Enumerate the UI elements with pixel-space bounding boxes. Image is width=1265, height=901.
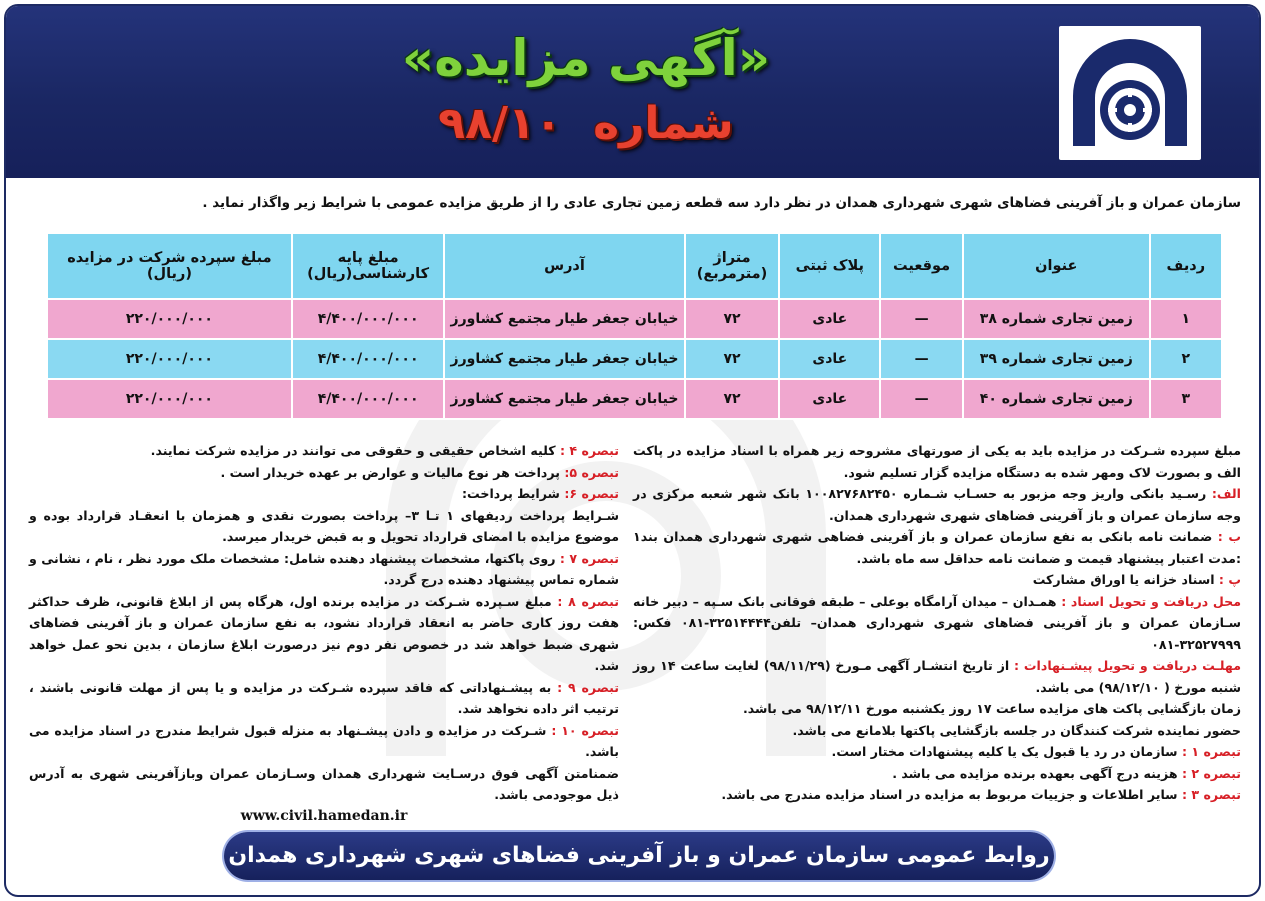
cell-location: — [880, 339, 963, 379]
note-2-label: تبصره ۲ : [1181, 765, 1241, 781]
note-3 [633, 784, 1241, 806]
cell-base-price: ۴/۴۰۰/۰۰۰/۰۰۰ [292, 379, 445, 419]
option-alef [633, 483, 1241, 526]
cell-deposit: ۲۲۰/۰۰۰/۰۰۰ [47, 299, 292, 339]
cell-address: خیابان جعفر طیار مجتمع کشاورز [444, 379, 684, 419]
deadline [633, 655, 1241, 698]
option-be-label: ب : [1217, 529, 1242, 544]
note-1-text: سازمان در رد یا قبول یک یا کلیه پیشنهادات مختار است. [831, 744, 1182, 759]
note-3-text: سایر اطلاعات و جزییات مربوط به مزایده در اسناد مزایده مندرج می باشد. [721, 787, 1182, 802]
opening-time: زمان بازگشایی پاکت های مزایده ساعت ۱۷ روز یکشنبه مورخ ۹۸/۱۲/۱۱ می باشد. [742, 701, 1241, 716]
note-2-text: هزینه درج آگهی بعهده برنده مزایده می باشد . [892, 765, 1182, 781]
header-base-price: مبلغ پایه کارشناسی(ریال) [292, 233, 445, 299]
auction-table [46, 232, 1223, 420]
attendance-note: حضور نماینده شرکت کنندگان در جلسه بازگشایی پاکتها بلامانع می باشد. [792, 722, 1241, 738]
conditions-right-column [633, 440, 1241, 806]
title-block [306, 28, 866, 150]
documents-location [633, 591, 1241, 656]
cell-base-price: ۴/۴۰۰/۰۰۰/۰۰۰ [292, 339, 445, 379]
note-5 [29, 462, 619, 484]
website-url: www.civil.hamedan.ir [240, 807, 408, 824]
note-10-label: تبصره ۱۰ : [551, 722, 620, 738]
deadline-text: از تاریخ انتشـار آگهی مـورخ (۹۸/۱۱/۲۹) لغایت ساعت ۱۴ روز شنبه مورخ ( ۹۸/۱۲/۱۰) می باشد. [633, 658, 1241, 695]
note-3-label: تبصره ۳ : [1181, 787, 1241, 802]
header-area: متراژ (مترمربع) [685, 233, 780, 299]
note-6-text: شرایط پرداخت: [462, 486, 565, 501]
footer-banner: روابط عمومی سازمان عمران و باز آفرینی فضاهای شهری شهرداری همدان [224, 832, 1054, 880]
cell-base-price: ۴/۴۰۰/۰۰۰/۰۰۰ [292, 299, 445, 339]
note-8 [29, 591, 619, 677]
table-row [47, 379, 1222, 419]
note-8-text: مبلغ سـپرده شـرکت در مزایده برنده اول، هرگاه پس از ابلاغ قانونی، ظرف حداکثر هفت روز کاری حاضر به انعقاد قرارداد نشود، به نفع سازمان عمران و باز آفرینی فضاهای شهری ضبط خواهد شد در خصوص نفر دوم نیز درصورت ابلاغ سازمان ، بدین نحو عمل خواهد شد. [29, 593, 619, 673]
option-alef-label: الف: [1211, 486, 1241, 501]
option-alef-text: رسـید بانکی واریز وجه مزبور به حسـاب شـماره ۱۰۰۸۲۷۶۸۲۴۵۰ بانک شهر شعبه مرکزی در وجه سازمان عمران و باز آفرینی فضاهای شهری شهرداری همدان. [633, 486, 1241, 523]
cell-address: خیابان جعفر طیار مجتمع کشاورز [444, 339, 684, 379]
note-5-text: پرداخت هر نوع مالیات و عوارض بر عهده خریدار است . [220, 464, 565, 480]
table-row [47, 339, 1222, 379]
documents-label: محل دریافت و تحویل اسناد : [1061, 593, 1241, 609]
note-4-label: تبصره ۴ : [559, 443, 619, 458]
table-header-row [47, 233, 1222, 299]
cell-row: ۲ [1150, 339, 1222, 379]
cell-plaque: عادی [779, 339, 880, 379]
option-pe-label: پ : [1218, 572, 1241, 587]
documents-text: همـدان – میدان آرامگاه بوعلی – طبقه فوقانی بانک سـپه – دبیر خانه سـازمان عمران و باز آفرینی فضاهای شهری شهرداری همدان– تلفن۳۲۵۱۴۴۴۴-۰۸۱ فکس: ۳۲۵۲۷۹۹۹-۰۸۱ [633, 593, 1241, 652]
note-9-label: تبصره ۹ : [557, 679, 620, 695]
deadline-label: مهلـت دریافت و تحویل پیشـنهادات : [1014, 658, 1241, 673]
cell-location: — [880, 379, 963, 419]
option-pe [633, 569, 1241, 591]
cell-plaque: عادی [779, 379, 880, 419]
number-value: ۹۸/۱۰ [438, 98, 562, 149]
note-8-label: تبصره ۸ : [557, 593, 619, 609]
note-2 [633, 763, 1241, 785]
note-7-text: روی پاکتها، مشخصات پیشنهاد دهنده شامل: مشخصات ملک مورد نظر ، نام ، نشانی و شماره تماس پیشنهاد دهنده درج گردد. [29, 550, 619, 587]
notice-number [306, 98, 866, 150]
cell-title: زمین تجاری شماره ۳۹ [963, 339, 1150, 379]
header-address: آدرس [444, 233, 684, 299]
header-location: موقعیت [880, 233, 963, 299]
option-pe-text: اسناد خزانه یا اوراق مشارکت [1032, 572, 1219, 587]
cell-address: خیابان جعفر طیار مجتمع کشاورز [444, 299, 684, 339]
note-9 [29, 677, 619, 720]
notice-title: «آگهی مزایده» [401, 29, 771, 87]
cell-deposit: ۲۲۰/۰۰۰/۰۰۰ [47, 379, 292, 419]
cell-area: ۷۲ [685, 339, 780, 379]
note-6-body: شـرایط پرداخت ردیفهای ۱ تـا ۳– پرداخت بصورت نقدی و همزمان با انعقـاد قرارداد بوده و موضوع مزایده با امضای قرارداد تحویل و به قبض خریدار میرسد. [29, 507, 619, 544]
table-row [47, 299, 1222, 339]
note-10 [29, 720, 619, 763]
cell-plaque: عادی [779, 299, 880, 339]
organization-logo-icon [1065, 34, 1195, 152]
note-1-label: تبصره ۱ : [1181, 744, 1241, 759]
note-7-label: تبصره ۷ : [559, 550, 620, 566]
cell-title: زمین تجاری شماره ۳۸ [963, 299, 1150, 339]
header-row-number: ردیف [1150, 233, 1222, 299]
intro-text: سازمان عمران و باز آفرینی فضاهای شهری شهرداری همدان در نظر دارد سه قطعه زمین تجاری عادی را از طریق مزایده عمومی با شرایط زیر واگذار نماید . [202, 195, 1241, 211]
note-9-text: به پیشـنهاداتی که فاقد سپرده شـرکت در مزایده و یا پس از مهلت قانونی باشند ، ترتیب اثر داده نخواهد شد. [29, 679, 619, 716]
notice-frame [4, 4, 1261, 897]
note-4 [29, 440, 619, 462]
note-5-label: تبصره ۵: [564, 464, 619, 480]
note-6 [29, 483, 619, 505]
cell-row: ۳ [1150, 379, 1222, 419]
option-be-text: ضمانت نامه بانکی به نفع سازمان عمران و باز آفرینی فضاهی شهری شهرداری همدان بند۱ :مدت اعتبار پیشنهاد قیمت و ضمانت نامه حداقل سه ماه باشد. [633, 529, 1241, 566]
option-be [633, 526, 1241, 569]
cell-row: ۱ [1150, 299, 1222, 339]
cell-location: — [880, 299, 963, 339]
cell-area: ۷۲ [685, 379, 780, 419]
note-4-text: کلیه اشخاص حقیقی و حقوقی می توانند در مزایده شرکت نمایند. [150, 443, 560, 458]
note-7 [29, 548, 619, 591]
cell-area: ۷۲ [685, 299, 780, 339]
header-title: عنوان [963, 233, 1150, 299]
note-10-text: شـرکت در مزایده و دادن پیشـنهاد به منزله قبول شرایط مندرج در اسناد مزایده می باشد. [29, 722, 619, 759]
cell-deposit: ۲۲۰/۰۰۰/۰۰۰ [47, 339, 292, 379]
logo-box [1059, 26, 1201, 160]
header-deposit: مبلغ سپرده شرکت در مزایده (ریال) [47, 233, 292, 299]
deposit-paragraph: مبلغ سپرده شـرکت در مزایده باید به یکی از صورتهای مشروحه زیر همراه با اسناد مزایده در پاکت الف و بصورت لاک ومهر شده به دستگاه مزایده گزار تسلیم شود. [633, 443, 1241, 480]
header-plaque: پلاک ثبتی [779, 233, 880, 299]
note-1 [633, 741, 1241, 763]
closing-text: ضمنامتن آگهی فوق درسـایت شهرداری همدان وسـازمان عمران وبازآفرینی شهری به آدرس ذیل موجودمی باشد. [29, 765, 619, 802]
notice-header [6, 6, 1259, 178]
conditions-left-column [29, 440, 619, 827]
number-label: شماره [593, 98, 734, 149]
cell-title: زمین تجاری شماره ۴۰ [963, 379, 1150, 419]
note-6-label: تبصره ۶: [564, 486, 619, 501]
